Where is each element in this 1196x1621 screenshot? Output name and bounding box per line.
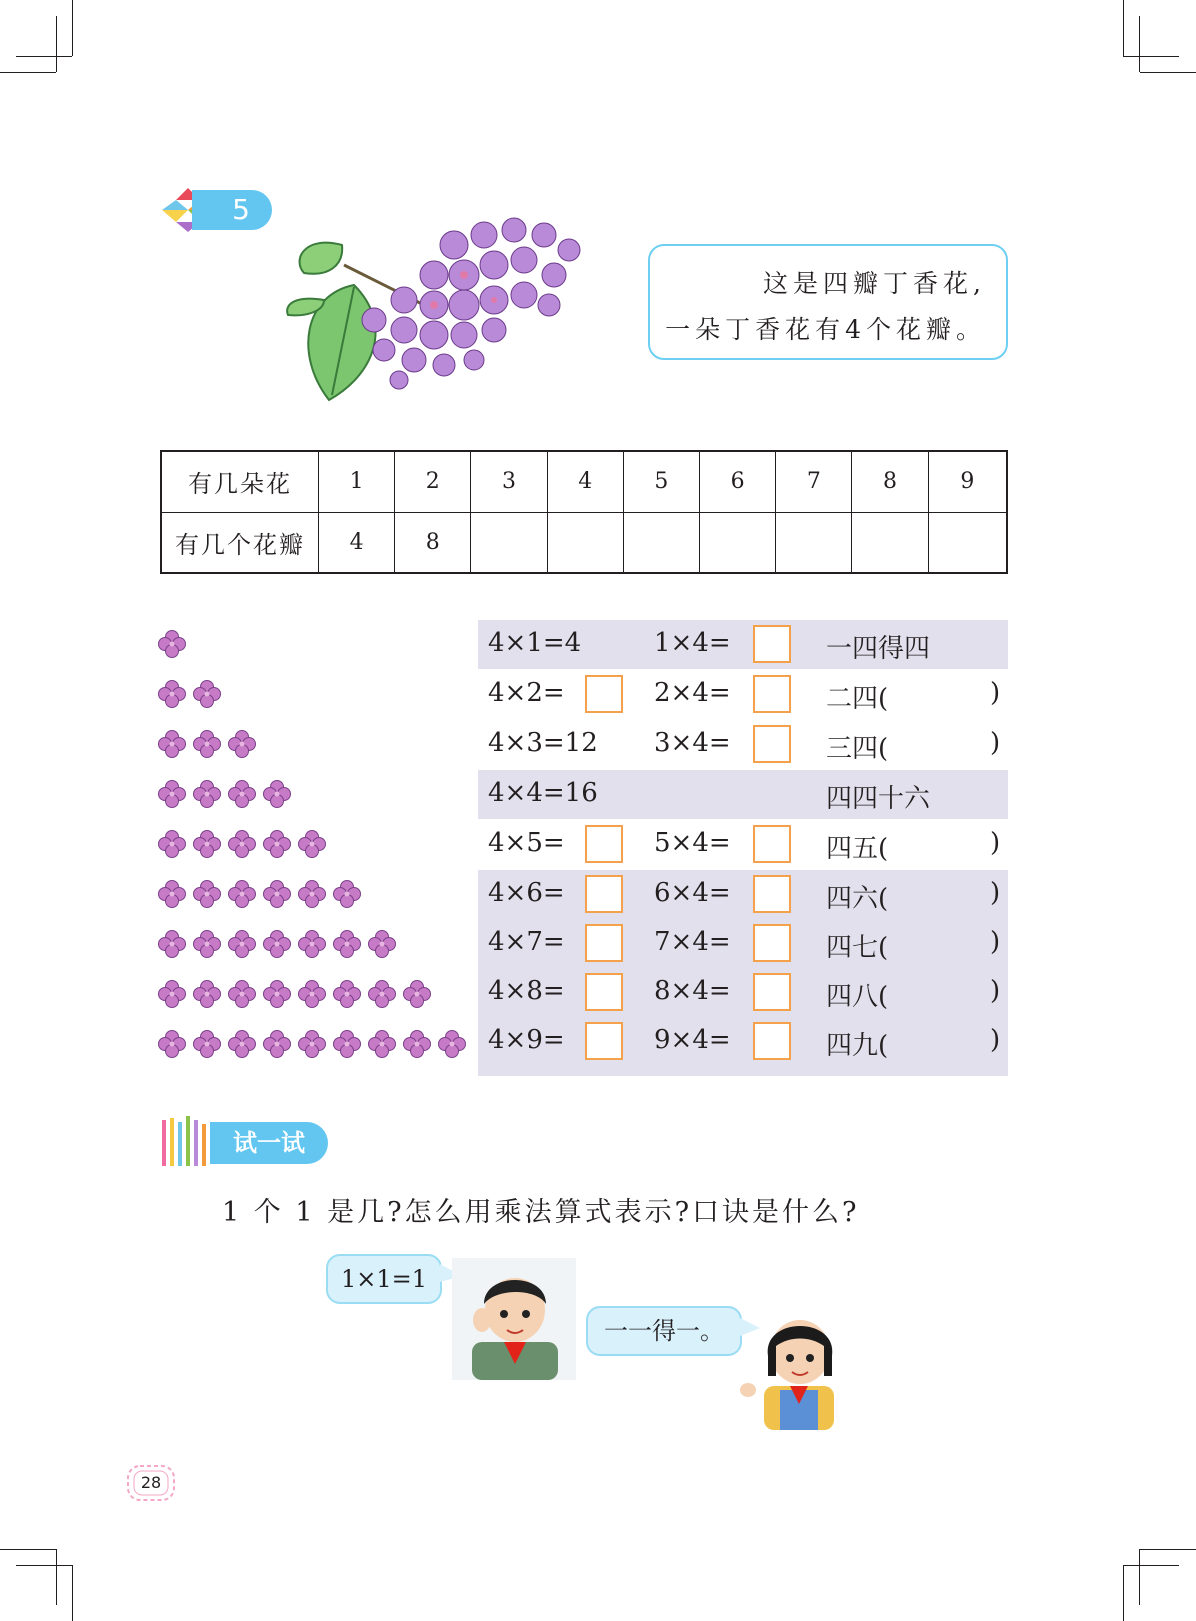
page-number: 28 bbox=[140, 1473, 162, 1492]
lilac-flower-icon bbox=[228, 930, 256, 958]
table-input-cell[interactable] bbox=[776, 512, 852, 573]
table-row bbox=[161, 512, 1007, 573]
section-number-badge: 5 bbox=[192, 190, 272, 230]
rhyme: 一四得四 bbox=[826, 634, 931, 664]
mult-left: 4×7= bbox=[488, 927, 565, 957]
lilac-flower-icon bbox=[158, 780, 186, 808]
table-cell: 4 bbox=[319, 512, 395, 573]
mult-left: 4×1=4 bbox=[488, 628, 582, 658]
lilac-flower-icon bbox=[298, 980, 326, 1008]
info-bubble-line2: 一朵丁香花有4个花瓣。 bbox=[665, 315, 986, 344]
lilac-flower-icon bbox=[263, 1030, 291, 1058]
table-row bbox=[161, 451, 1007, 512]
rhyme: 四七( bbox=[826, 933, 889, 963]
lilac-flower-icon bbox=[403, 980, 431, 1008]
table-cell: 9 bbox=[928, 451, 1007, 512]
lilac-flower-icon bbox=[193, 980, 221, 1008]
mult-row-5 bbox=[478, 820, 1008, 869]
rhyme: 四四十六 bbox=[826, 784, 931, 814]
pencils-icon bbox=[160, 1116, 212, 1170]
table-input-cell[interactable] bbox=[700, 512, 776, 573]
mult-row-7 bbox=[478, 919, 1008, 968]
rhyme: 四五( bbox=[826, 834, 889, 864]
lilac-flower-icon bbox=[263, 780, 291, 808]
mult-row-9 bbox=[478, 1017, 1008, 1076]
question-text: 1 个 1 是几?怎么用乘法算式表示?口诀是什么? bbox=[222, 1197, 860, 1228]
lilac-flower-icon bbox=[228, 780, 256, 808]
lilac-flower-icon bbox=[158, 830, 186, 858]
lilac-flower-icon bbox=[263, 980, 291, 1008]
lilac-flower-icon bbox=[193, 930, 221, 958]
lilac-flower-icon bbox=[158, 1030, 186, 1058]
mult-row-3 bbox=[478, 720, 1008, 769]
mult-left: 4×6= bbox=[488, 878, 565, 908]
table-input-cell[interactable] bbox=[471, 512, 547, 573]
table-cell: 1 bbox=[319, 451, 395, 512]
boy-illustration bbox=[452, 1258, 576, 1380]
answer-box[interactable] bbox=[753, 924, 791, 962]
lilac-flower-icon bbox=[263, 830, 291, 858]
table-input-cell[interactable] bbox=[547, 512, 623, 573]
table-cell: 2 bbox=[395, 451, 471, 512]
mult-right: 7×4= bbox=[654, 927, 731, 957]
lilac-flower-icon bbox=[228, 830, 256, 858]
table-cell: 5 bbox=[623, 451, 699, 512]
table-input-cell[interactable] bbox=[623, 512, 699, 573]
lilac-illustration bbox=[284, 205, 614, 405]
rhyme: 四九( bbox=[826, 1031, 889, 1061]
answer-box[interactable] bbox=[753, 1022, 791, 1060]
rhyme-paren: ) bbox=[990, 678, 1001, 708]
rhyme-paren: ) bbox=[990, 828, 1001, 858]
mult-row-4 bbox=[478, 770, 1008, 819]
mult-right: 9×4= bbox=[654, 1025, 731, 1055]
table-input-cell[interactable] bbox=[852, 512, 928, 573]
mult-right: 8×4= bbox=[654, 976, 731, 1006]
lilac-flower-icon bbox=[298, 1030, 326, 1058]
lilac-flower-icon bbox=[298, 880, 326, 908]
mult-left: 4×5= bbox=[488, 828, 565, 858]
boy-speech-bubble: 1×1=1 bbox=[326, 1254, 442, 1304]
mult-left: 4×8= bbox=[488, 976, 565, 1006]
mult-right: 5×4= bbox=[654, 828, 731, 858]
lilac-flower-icon bbox=[333, 880, 361, 908]
lilac-flower-icon bbox=[158, 730, 186, 758]
lilac-flower-icon bbox=[228, 1030, 256, 1058]
answer-box[interactable] bbox=[753, 825, 791, 863]
mult-right: 1×4= bbox=[654, 628, 731, 658]
lilac-flower-icon bbox=[158, 680, 186, 708]
lilac-flower-icon bbox=[193, 1030, 221, 1058]
answer-box[interactable] bbox=[753, 973, 791, 1011]
lilac-flower-icon bbox=[333, 980, 361, 1008]
answer-box[interactable] bbox=[585, 924, 623, 962]
lilac-flower-icon bbox=[228, 980, 256, 1008]
lilac-flower-icon bbox=[193, 830, 221, 858]
mult-left: 4×3=12 bbox=[488, 728, 598, 758]
lilac-flower-icon bbox=[263, 880, 291, 908]
table-header: 有几朵花 bbox=[161, 451, 319, 512]
lilac-flower-icon bbox=[298, 830, 326, 858]
rhyme: 四八( bbox=[826, 982, 889, 1012]
rhyme-paren: ) bbox=[990, 878, 1001, 908]
mult-row-2 bbox=[478, 670, 1008, 719]
info-bubble bbox=[648, 244, 1008, 360]
answer-box[interactable] bbox=[753, 875, 791, 913]
lilac-flower-icon bbox=[158, 630, 186, 658]
answer-box[interactable] bbox=[585, 825, 623, 863]
lilac-flower-icon bbox=[403, 1030, 431, 1058]
table-cell: 8 bbox=[852, 451, 928, 512]
mult-left: 4×9= bbox=[488, 1025, 565, 1055]
mult-row-1 bbox=[478, 620, 1008, 669]
answer-box[interactable] bbox=[585, 675, 623, 713]
lilac-flower-icon bbox=[333, 930, 361, 958]
lilac-flower-icon bbox=[438, 1030, 466, 1058]
table-input-cell[interactable] bbox=[928, 512, 1007, 573]
try-label: 试一试 bbox=[210, 1122, 328, 1164]
info-bubble-line1: 这是四瓣丁香花, bbox=[763, 269, 986, 298]
lilac-flower-icon bbox=[368, 980, 396, 1008]
mult-row-8 bbox=[478, 968, 1008, 1017]
table-cell: 8 bbox=[395, 512, 471, 573]
girl-speech-bubble: 一一得一。 bbox=[586, 1306, 742, 1356]
answer-box[interactable] bbox=[753, 725, 791, 763]
mult-left: 4×4=16 bbox=[488, 778, 598, 808]
answer-box[interactable] bbox=[585, 1022, 623, 1060]
lilac-flower-icon bbox=[298, 930, 326, 958]
mult-left: 4×2= bbox=[488, 678, 565, 708]
table-cell: 4 bbox=[547, 451, 623, 512]
answer-box[interactable] bbox=[753, 625, 791, 663]
table-cell: 7 bbox=[776, 451, 852, 512]
lilac-flower-icon bbox=[158, 930, 186, 958]
lilac-flower-icon bbox=[158, 980, 186, 1008]
lilac-flower-icon bbox=[263, 930, 291, 958]
answer-box[interactable] bbox=[753, 675, 791, 713]
girl-illustration bbox=[740, 1306, 850, 1430]
mult-row-6 bbox=[478, 870, 1008, 919]
mult-right: 2×4= bbox=[654, 678, 731, 708]
answer-box[interactable] bbox=[585, 973, 623, 1011]
flower-petal-table bbox=[160, 450, 1008, 574]
lilac-flower-icon bbox=[368, 930, 396, 958]
rhyme-paren: ) bbox=[990, 1025, 1001, 1055]
lilac-flower-icon bbox=[333, 1030, 361, 1058]
rhyme: 三四( bbox=[826, 734, 889, 764]
rhyme: 四六( bbox=[826, 884, 889, 914]
lilac-flower-icon bbox=[158, 880, 186, 908]
rhyme-paren: ) bbox=[990, 976, 1001, 1006]
lilac-flower-icon bbox=[193, 880, 221, 908]
mult-right: 3×4= bbox=[654, 728, 731, 758]
mult-right: 6×4= bbox=[654, 878, 731, 908]
rhyme-paren: ) bbox=[990, 927, 1001, 957]
answer-box[interactable] bbox=[585, 875, 623, 913]
table-cell: 3 bbox=[471, 451, 547, 512]
lilac-flower-icon bbox=[193, 780, 221, 808]
table-header: 有几个花瓣 bbox=[161, 512, 319, 573]
lilac-flower-icon bbox=[193, 680, 221, 708]
rhyme-paren: ) bbox=[990, 728, 1001, 758]
lilac-flower-icon bbox=[193, 730, 221, 758]
lilac-flower-icon bbox=[228, 880, 256, 908]
lilac-flower-icon bbox=[228, 730, 256, 758]
lilac-flower-icon bbox=[368, 1030, 396, 1058]
rhyme: 二四( bbox=[826, 684, 889, 714]
table-cell: 6 bbox=[700, 451, 776, 512]
